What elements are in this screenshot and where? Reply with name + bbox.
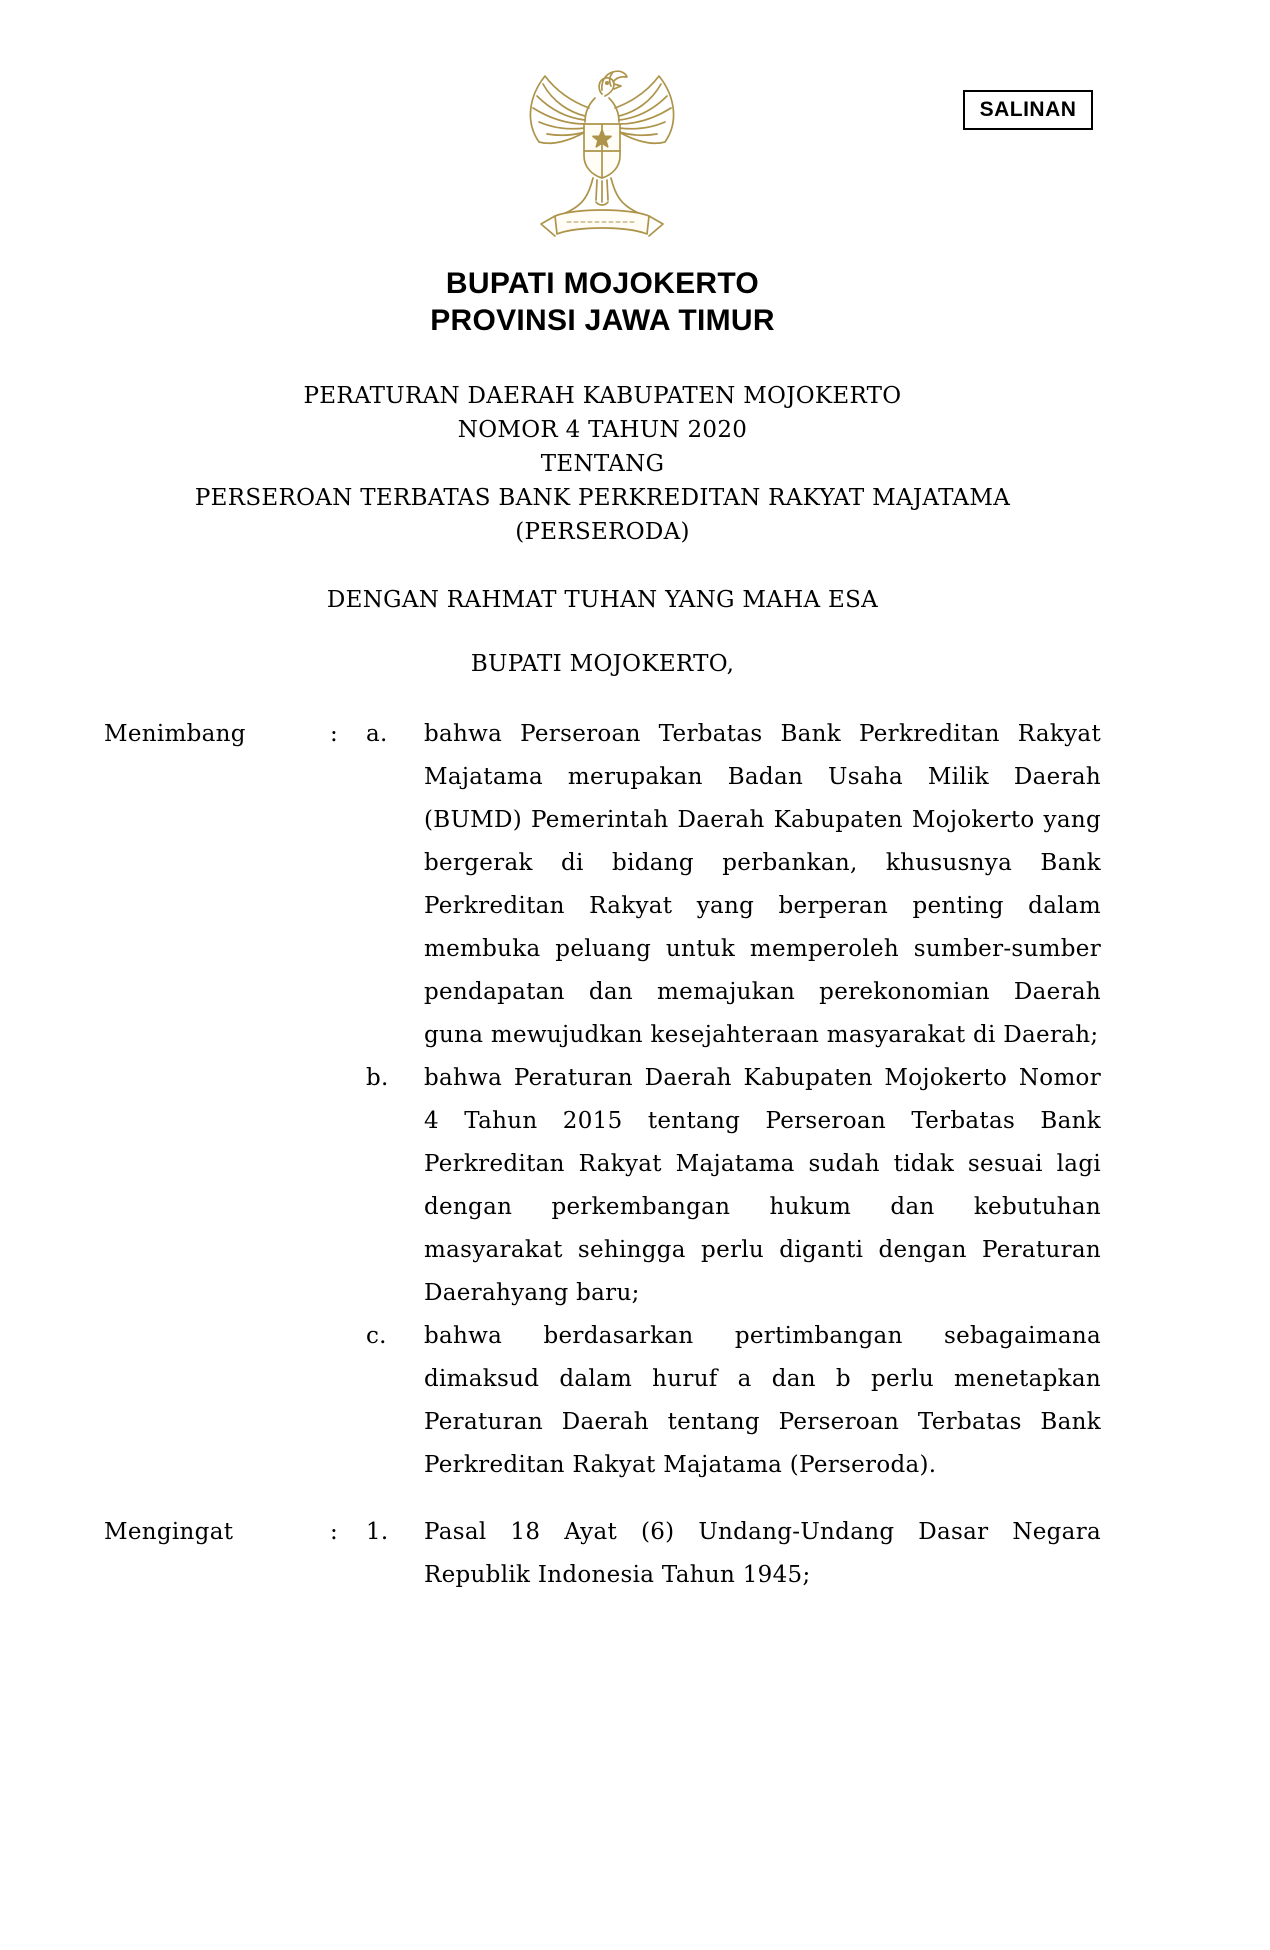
regulation-title — [104, 379, 1101, 549]
menimbang-item-text: bahwa berdasarkan pertimbangan sebagaimana dimaksud dalam huruf a dan b perlu menetapkan Peraturan Daerah tentang Perseroan Terbatas Bank Perkreditan Rakyat Majatama (Perseroda). — [424, 1323, 1101, 1478]
mengingat-label: Mengingat — [104, 1519, 234, 1545]
menimbang-label: Menimbang — [104, 721, 246, 747]
document-body — [104, 0, 1101, 1597]
mengingat-colon: : — [330, 1519, 339, 1545]
letterhead-line-1: BUPATI MOJOKERTO — [445, 267, 760, 300]
menimbang-colon: : — [330, 721, 339, 747]
menimbang-item-marker: b. — [366, 1065, 389, 1091]
mengingat-section — [104, 1511, 1101, 1597]
mengingat-item-marker: 1. — [366, 1519, 389, 1545]
mengingat-item-text: Pasal 18 Ayat (6) Undang-Undang Dasar Negara Republik Indonesia Tahun 1945; — [424, 1519, 1101, 1588]
menimbang-item-text: bahwa Perseroan Terbatas Bank Perkreditan Rakyat Majatama merupakan Badan Usaha Milik Daerah (BUMD) Pemerintah Daerah Kabupaten Mojokerto yang bergerak di bidang perbankan, khususnya Bank Perkreditan Rakyat yang berperan penting dalam membuka peluang untuk memperoleh sumber-sumber pendapatan dan memajukan perekonomian Daerah guna mewujudkan kesejahteraan masyarakat di Daerah; — [424, 721, 1101, 1048]
regulation-title-line-2: NOMOR 4 TAHUN 2020 — [457, 417, 748, 443]
letterhead — [104, 265, 1101, 339]
regulation-title-line-1: PERATURAN DAERAH KABUPATEN MOJOKERTO — [303, 383, 902, 409]
menimbang-item-marker: c. — [366, 1323, 387, 1349]
menimbang-item-marker: a. — [366, 721, 388, 747]
menimbang-item-text: bahwa Peraturan Daerah Kabupaten Mojokerto Nomor 4 Tahun 2015 tentang Perseroan Terbatas Bank Perkreditan Rakyat Majatama sudah tidak sesuai lagi dengan perkembangan hukum dan kebutuhan masyarakat sehingga perlu diganti dengan Peraturan Daerahyang baru; — [424, 1065, 1101, 1306]
spacer — [104, 1315, 330, 1487]
regulation-title-line-4: PERSEROAN TERBATAS BANK PERKREDITAN RAKYAT MAJATAMA — [194, 485, 1011, 511]
regulation-title-line-5: (PERSERODA) — [515, 519, 690, 545]
authority-line: BUPATI MOJOKERTO, — [470, 651, 735, 677]
spacer — [104, 1057, 330, 1315]
spacer — [330, 1057, 366, 1315]
menimbang-section — [104, 713, 1101, 1487]
salinan-stamp-label: SALINAN — [979, 98, 1077, 121]
regulation-title-line-3: TENTANG — [540, 451, 665, 477]
invocation-line: DENGAN RAHMAT TUHAN YANG MAHA ESA — [326, 587, 879, 613]
spacer — [330, 1315, 366, 1487]
letterhead-line-2: PROVINSI JAWA TIMUR — [430, 304, 775, 337]
